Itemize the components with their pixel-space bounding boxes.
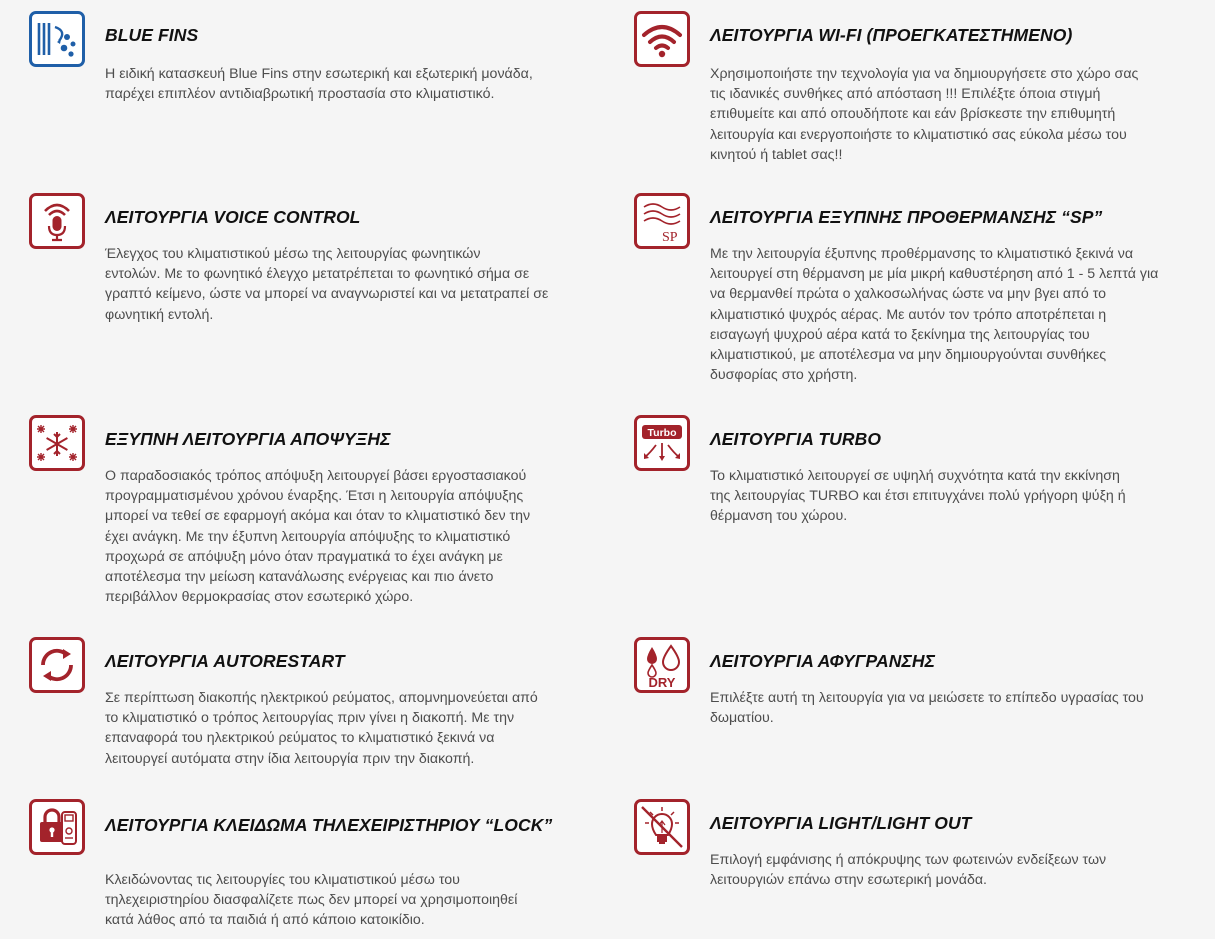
feature-description: Έλεγχος του κλιματιστικού μέσω της λειτουργίας φωνητικών εντολών. Με το φωνητικό έλεγχο μετατρέπεται το φωνητικό σήμα σε γραπτό κείμενο, ώστε να μπορεί να αναγνωριστεί και να μετατραπεί σε φωνητική εντολή. xyxy=(105,246,549,323)
feature-title: ΛΕΙΤΟΥΡΓΙΑ AUTORESTART xyxy=(105,651,345,671)
light-out-icon xyxy=(634,799,690,855)
feature-description: Ο παραδοσιακός τρόπος απόψυξη λειτουργεί βάσει εργοστασιακού προγραμματισμένου χρόνου έναρξης. Έτσι η λειτουργία απόψυξης μπορεί να τεθεί σε εφαρμογή ακόμα και όταν το κλιματιστικό δεν την έχει ανάγκη. Με την έξυπνη λειτουργία απόψυξης το κλιματιστικό προχωρά σε απόψυξη μόνο όταν πραγματικά το έχει ανάγκη με αποτέλεσμα την μείωση κατανάλωσης ενέργειας και πιο άνετο περιβάλλον θερμοκρασίας στον εσωτερικό χώρο. xyxy=(105,468,531,606)
wifi-icon xyxy=(634,11,690,67)
smart-defrost-icon xyxy=(29,415,85,471)
feature-description: Κλειδώνοντας τις λειτουργίες του κλιματιστικού μέσω του τηλεχειριστηρίου διασφαλίζετε πως δεν μπορεί να χρησιμοποιηθεί κατά λάθος από τα παιδιά ή από κάποιο κατοικίδιο. xyxy=(105,872,518,929)
feature-description: Επιλογή εμφάνισης ή απόκρυψης των φωτεινών ενδείξεων των λειτουργιών επάνω στην εσωτερική μονάδα. xyxy=(710,852,1107,889)
autorestart-icon xyxy=(29,637,85,693)
feature-description: Η ειδική κατασκευή Blue Fins στην εσωτερική και εξωτερική μονάδα, παρέχει επιπλέον αντιδιαβρωτική προστασία στο κλιματιστικό. xyxy=(105,66,533,103)
voice-control-icon xyxy=(29,193,85,249)
feature-title: ΛΕΙΤΟΥΡΓΙΑ WI-FI (ΠΡΟΕΓΚΑΤΕΣΤΗΜΕΝΟ) xyxy=(710,25,1073,45)
feature-description: Χρησιμοποιήστε την τεχνολογία για να δημιουργήσετε στο χώρο σας τις ιδανικές συνθήκες από απόσταση !!! Επιλέξτε όποια στιγμή επιθυμείτε και από οπουδήποτε και εάν βρίσκεστε την επιθυμητή λειτουργία και ενεργοποιήστε το κλιματιστικό σας εύκολα μέσω του κινητού ή tablet σας!! xyxy=(710,66,1139,163)
feature-description: Επιλέξτε αυτή τη λειτουργία για να μειώσετε το επίπεδο υγρασίας του δωματίου. xyxy=(710,690,1144,727)
turbo-icon-label: Turbo xyxy=(647,427,677,439)
dry-icon-label: DRY xyxy=(648,675,676,689)
remote-lock-icon xyxy=(29,799,85,855)
blue-fins-icon xyxy=(29,11,85,67)
dry-icon xyxy=(634,637,690,693)
feature-title: ΛΕΙΤΟΥΡΓΙΑ ΚΛΕΙΔΩΜΑ ΤΗΛΕΧΕΙΡΙΣΤΗΡΙΟΥ “LOCK” xyxy=(105,815,553,835)
feature-description: Σε περίπτωση διακοπής ηλεκτρικού ρεύματος, απομνημονεύεται από το κλιματιστικό ο τρόπος λειτουργίας πριν γίνει η διακοπή. Με την επαναφορά του ηλεκτρικού ρεύματος το κλιματιστικό ξεκινά να λειτουργεί αυτόματα στην ίδια λειτουργία πριν την διακοπή. xyxy=(105,690,538,767)
feature-title: ΕΞΥΠΝΗ ΛΕΙΤΟΥΡΓΙΑ ΑΠΟΨΥΞΗΣ xyxy=(105,429,391,449)
feature-title: ΛΕΙΤΟΥΡΓΙΑ LIGHT/LIGHT OUT xyxy=(710,813,972,833)
smart-preheat-icon xyxy=(634,193,690,249)
feature-title: BLUE FINS xyxy=(105,25,199,45)
feature-title: ΛΕΙΤΟΥΡΓΙΑ VOICE CONTROL xyxy=(105,207,361,227)
turbo-icon xyxy=(634,415,690,471)
sp-icon-label: SP xyxy=(662,230,678,245)
feature-title: ΛΕΙΤΟΥΡΓΙΑ ΑΦΥΓΡΑΝΣΗΣ xyxy=(710,651,936,671)
feature-title: ΛΕΙΤΟΥΡΓΙΑ ΕΞΥΠΝΗΣ ΠΡΟΘΕΡΜΑΝΣΗΣ “SP” xyxy=(710,207,1103,227)
feature-title: ΛΕΙΤΟΥΡΓΙΑ TURBO xyxy=(710,429,882,449)
feature-description: Με την λειτουργία έξυπνης προθέρμανσης το κλιματιστικό ξεκινά να λειτουργεί στη θέρμανση με μία μικρή καθυστέρηση από 1 - 5 λεπτά για να θερμανθεί πρώτα ο χαλκοσωλήνας ώστε να μην βγει από το κλιματιστικό ψυχρός αέρας. Με αυτόν τον τρόπο αποτρέπεται η εισαγωγή ψυχρού αέρα κατά το ξεκίνημα της λειτουργίας του κλιματιστικού, με αποτέλεσμα να μην δημιουργούνται συνθήκες δυσφορίας στο χρήστη. xyxy=(710,246,1159,384)
feature-description: Το κλιματιστικό λειτουργεί σε υψηλή συχνότητα κατά την εκκίνηση της λειτουργίας TURBO και έτσι επιτυγχάνει πολύ γρήγορη ψύξη ή θέρμανση του χώρου. xyxy=(710,468,1126,525)
